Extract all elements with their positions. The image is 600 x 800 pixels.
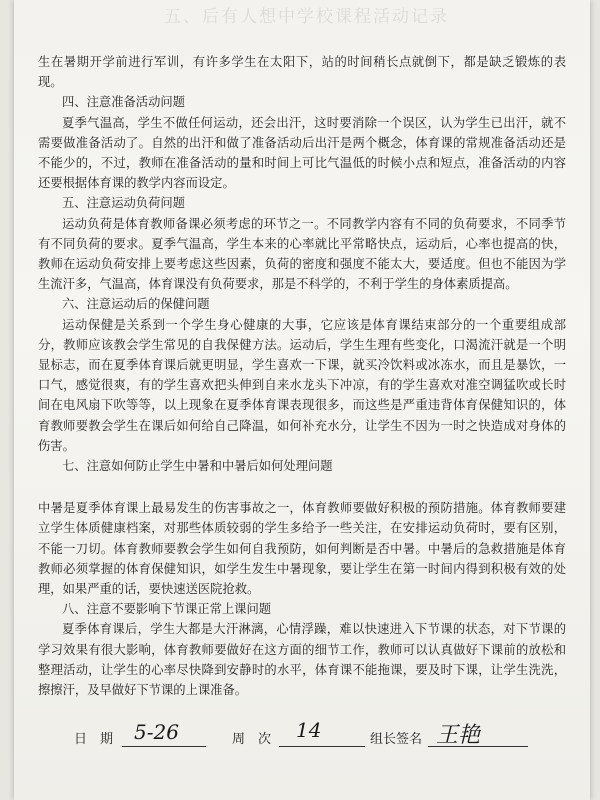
week-label: 周 次 [232, 732, 272, 747]
signature-handwritten: 王艳 [436, 723, 481, 748]
section-gap [38, 476, 566, 498]
section-paragraph-8: 夏季体育课后，学生大都是大汗淋漓，心情浮躁，难以快速进入下节课的状态，对下节课的学习效果有很大影响，体育教师要做好在这方面的细节工作，教师可以认真做好下课前的放松和整理活动，让学生的心率尽快降到安静时的水平，体育课不能拖课，要及时下课，让学生洗洗，擦擦汗，及早做好下节课的上课准备。 [38, 622, 566, 698]
date-label: 日 期 [74, 732, 114, 747]
section-heading-6: 六、注意运动后的保健问题 [62, 297, 210, 312]
section-paragraph-6: 运动保健是关系到一个学生身心健康的大事，它应该是体育课结束部分的一个重要组成部分，教师应该教会学生常见的自我保健方法。运动后，学生生理有些变化，口渴流汗就是一个明显标志，而在夏季体育课后就更明显，学生喜欢一下课，就买冷饮料或冰冻水，而且是暴饮，一口气，感觉很爽，有的学生喜欢把头伸到自来水龙头下冲凉，有的学生喜欢对准空调猛吹或长时间在电风扇下吹等等，以上现象在夏季体育课表现很多，而这些是严重违背体育保健知识的，体育教师要教会学生在课后如何给自己降温，如何补充水分，让学生不因为一时之快造成对身体的伤害。 [38, 317, 566, 453]
document-body [38, 52, 566, 700]
week-handwritten: 14 [296, 718, 322, 742]
section-paragraph-7: 中暑是夏季体育课上最易发生的伤害事故之一，体育教师要做好积极的预防措施。体育教师要建立学生体质健康档案，对那些体质较弱的学生多给予一些关注，在安排运动负荷时，要有区别，不能一刀切。体育教师要教会学生如何自我预防，如何判断是否中暑。中暑后的急救措施是体育教师必须掌握的体育保健知识，如学生发生中暑现象，要让学生在第一时间内得到积极有效的处理，如果严重的话，要快速送医院抢救。 [38, 501, 566, 597]
document-page [14, 0, 590, 800]
bleed-through-text: 五、后有人想中学校课程活动记录 [164, 7, 449, 24]
section-heading-8: 八、注意不要影响下节课正常上课问题 [62, 602, 272, 617]
section-heading-7: 七、注意如何防止学生中暑和中暑后如何处理问题 [62, 459, 333, 474]
date-handwritten: 5-26 [134, 720, 179, 744]
date-underline [122, 746, 206, 747]
week-underline [279, 746, 365, 747]
signature-label: 组长签名 [370, 732, 423, 747]
section-heading-5: 五、注意运动负荷问题 [62, 196, 185, 211]
intro-paragraph: 生在暑期开学前进行军训，有许多学生在太阳下，站的时间稍长点就倒下，都是缺乏锻炼的表现。 [38, 55, 566, 90]
section-heading-4: 四、注意准备活动问题 [62, 95, 185, 110]
section-paragraph-4: 夏季气温高，学生不做任何运动，还会出汗，这时要消除一个误区，认为学生已出汗，就不需要做准备活动了。自然的出汗和做了准备活动后出汗是两个概念，体育课的常规准备活动还是不能少的，不过，教师在准备活动的量和时间上可比气温低的时候小点和短点，准备活动的内容还要根据体育课的教学内容而设定。 [38, 115, 566, 191]
section-paragraph-5: 运动负荷是体育教师备课必须考虑的环节之一。不同教学内容有不同的负荷要求，不同季节有不同负荷的要求。夏季气温高，学生本来的心率就比平常略快点，运动后，心率也提高的快，教师在运动负荷安排上要考虑这些因素，负荷的密度和强度不能太大，要适度。但也不能因为学生流汗多，气温高，体育课没有负荷要求，那是不科学的，不利于学生的身体素质提高。 [38, 216, 566, 292]
signature-footer [74, 716, 574, 756]
